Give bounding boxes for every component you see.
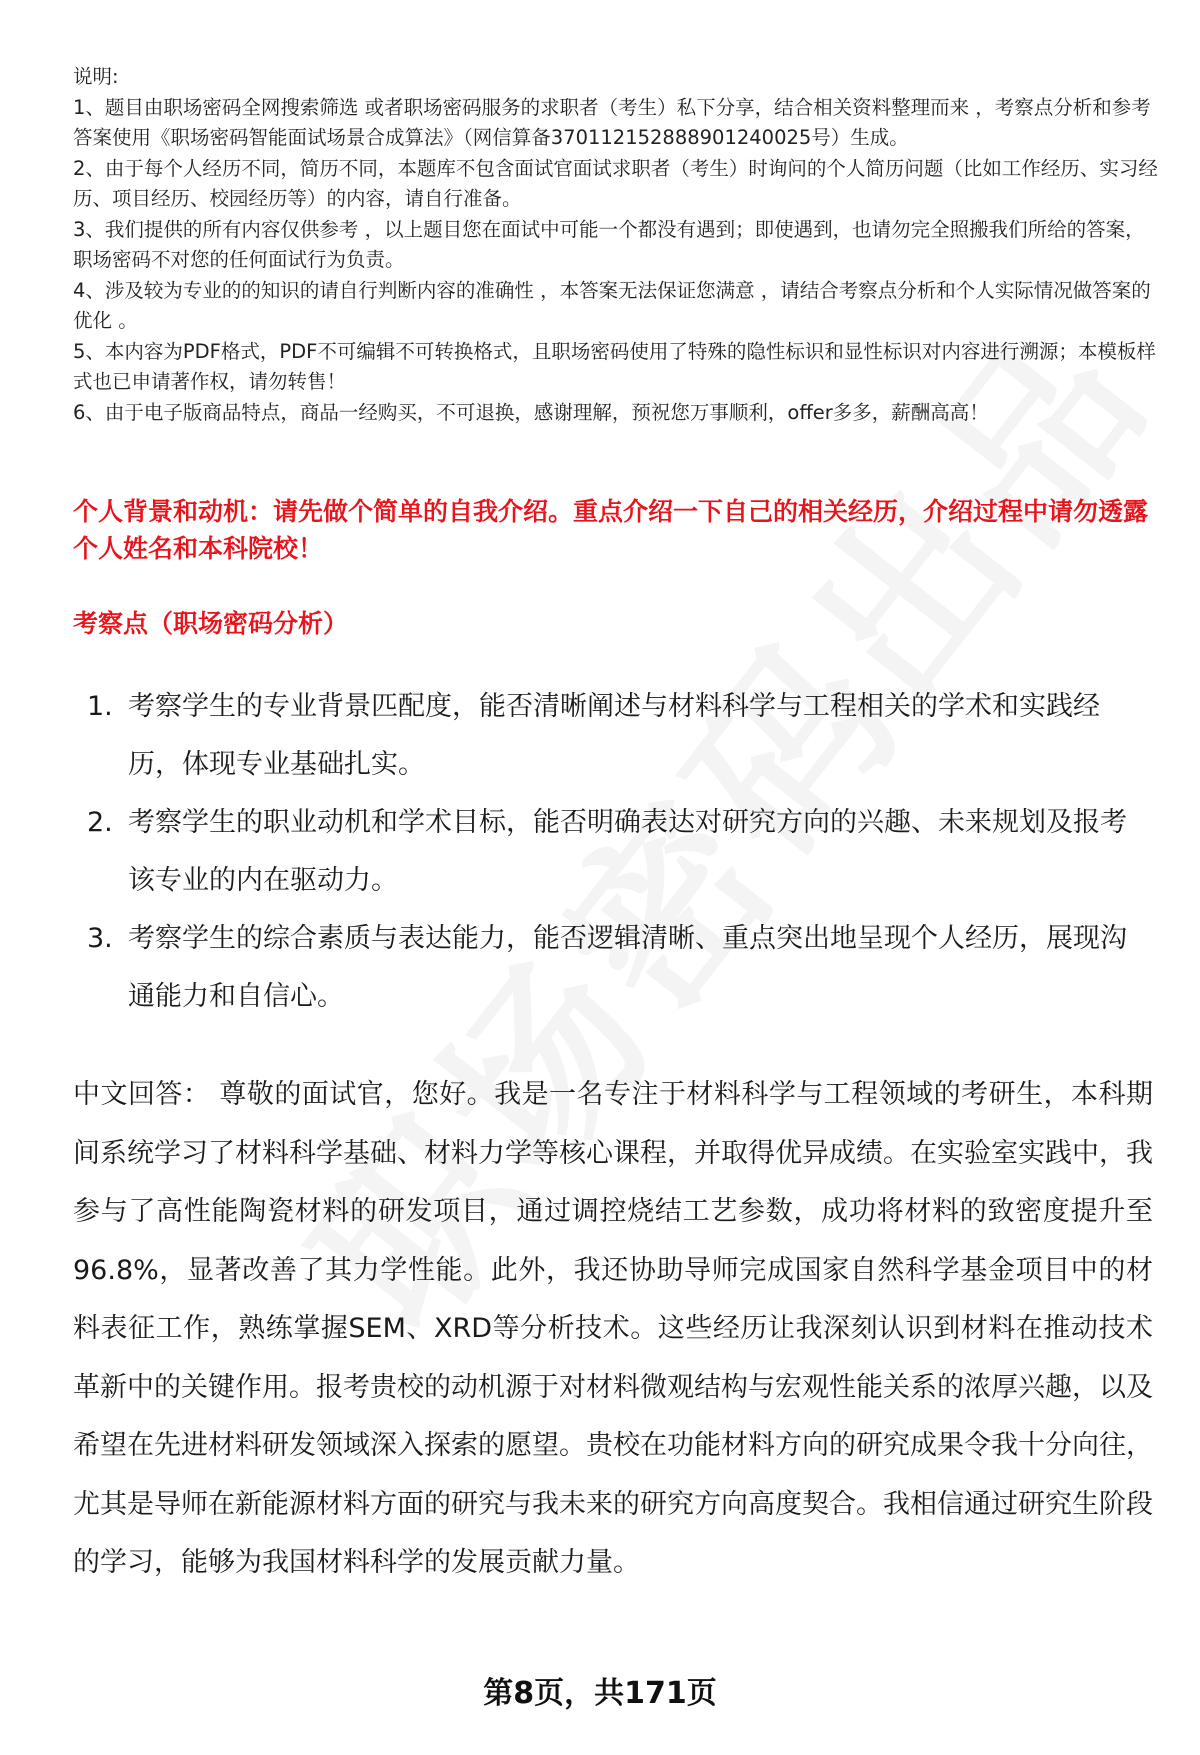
question-title: 个人背景和动机：请先做个简单的自我介绍。重点介绍一下自己的相关经历，介绍过程中请勿透露个人姓名和本科院校！ bbox=[73, 497, 1149, 563]
key-point-item bbox=[73, 794, 1153, 910]
key-point-text: 考察学生的专业背景匹配度，能否清晰阐述与材料科学与工程相关的学术和实践经历，体现专业基础扎实。 bbox=[128, 691, 1100, 780]
key-point-item bbox=[73, 910, 1153, 1026]
answer-text: 中文回答： 尊敬的面试官，您好。我是一名专注于材料科学与工程领域的考研生，本科期间系统学习了材料科学基础、材料力学等核心课程，并取得优异成绩。在实验室实践中，我参与了高性能陶瓷材料的研发项目，通过调控烧结工艺参数，成功将材料的致密度提升至96.8%，显著改善了其力学性能。此外，我还协助导师完成国家自然科学基金项目中的材料表征工作，熟练掌握SEM、XRD等分析技术。这些经历让我深刻认识到材料在推动技术革新中的关键作用。报考贵校的动机源于对材料微观结构与宏观性能关系的浓厚兴趣，以及希望在先进材料研发领域深入探索的愿望。贵校在功能材料方向的研究成果令我十分向往，尤其是导师在新能源材料方面的研究与我未来的研究方向高度契合。我相信通过研究生阶段的学习，能够为我国材料科学的发展贡献力量。 bbox=[73, 1079, 1153, 1578]
key-point-number: 3. bbox=[87, 923, 113, 954]
notes-item: 3、我们提供的所有内容仅供参考 ，以上题目您在面试中可能一个都没有遇到；即使遇到，也请勿完全照搬我们所给的答案，职场密码不对您的任何面试行为负责。 bbox=[73, 217, 1145, 271]
notes-item: 2、由于每个人经历不同，简历不同，本题库不包含面试官面试求职者（考生）时询问的个人简历问题（比如工作经历、实习经历、项目经历、校园经历等）的内容，请自行准备。 bbox=[73, 156, 1158, 210]
notes-heading: 说明: bbox=[73, 65, 119, 88]
key-point-text: 考察学生的综合素质与表达能力，能否逻辑清晰、重点突出地呈现个人经历，展现沟通能力和自信心。 bbox=[128, 923, 1127, 1012]
key-point-item bbox=[73, 678, 1153, 794]
key-point-number: 1. bbox=[87, 691, 113, 722]
notes-item: 5、本内容为PDF格式，PDF不可编辑不可转换格式，且职场密码使用了特殊的隐性标识和显性标识对内容进行溯源；本模板样式也已申请著作权，请勿转售！ bbox=[73, 339, 1156, 393]
key-point-number: 2. bbox=[87, 807, 113, 838]
key-points-title: 考察点（职场密码分析） bbox=[73, 609, 349, 638]
notes-section bbox=[73, 62, 1163, 428]
key-point-text: 考察学生的职业动机和学术目标，能否明确表达对研究方向的兴趣、未来规划及报考该专业的内在驱动力。 bbox=[128, 807, 1127, 896]
page-footer: 第8页，共171页 bbox=[483, 1676, 717, 1711]
notes-item: 6、由于电子版商品特点，商品一经购买，不可退换，感谢理解，预祝您万事顺利，offer多多，薪酬高高！ bbox=[73, 400, 989, 424]
notes-item: 1、题目由职场密码全网搜索筛选 或者职场密码服务的求职者（考生）私下分享，结合相关资料整理而来 ，考察点分析和参考答案使用《职场密码智能面试场景合成算法》（网信算备370112152888901240025号）生成。 bbox=[73, 95, 1151, 149]
key-points-list bbox=[73, 678, 1153, 1026]
notes-item: 4、涉及较为专业的的知识的请自行判断内容的准确性 ，本答案无法保证您满意 ，请结合考察点分析和个人实际情况做答案的优化 。 bbox=[73, 278, 1151, 332]
